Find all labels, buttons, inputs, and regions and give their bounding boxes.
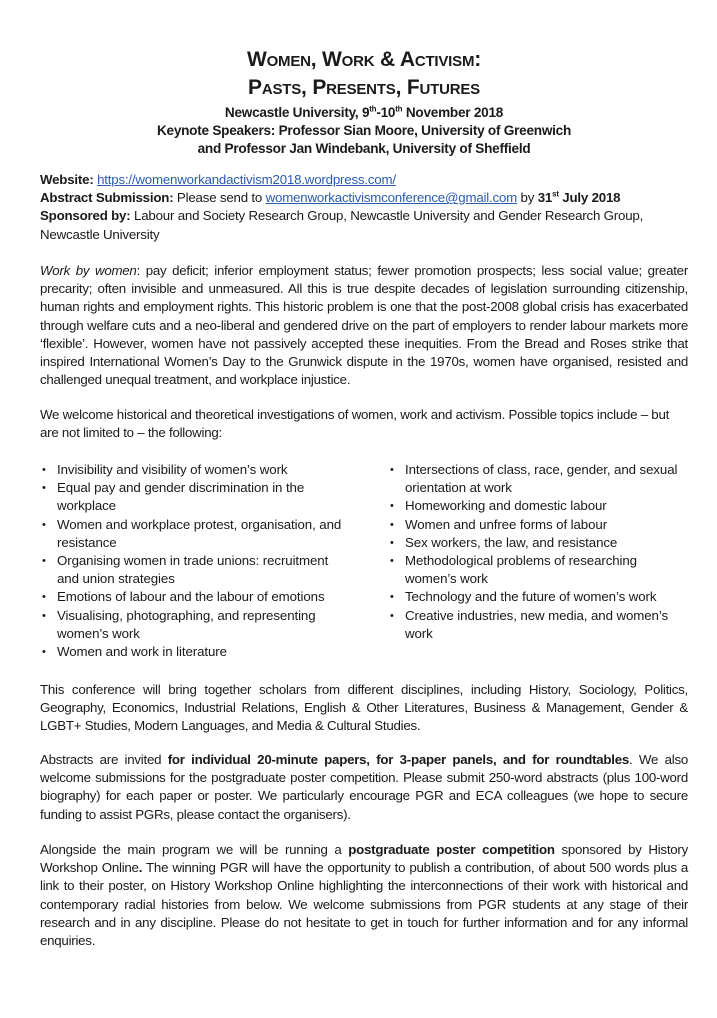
bullet-icon: •: [390, 500, 394, 513]
intro-italic-lead: Work by women: [40, 263, 137, 278]
keynote-line-1: Keynote Speakers: Professor Sian Moore, University of Greenwich: [156, 123, 572, 138]
venue-suffix: November 2018: [402, 105, 504, 120]
poster-mid: sponsored by History Workshop Online: [40, 842, 688, 876]
bullet-icon: •: [390, 464, 394, 476]
topic-text: Sex workers, the law, and resistance: [405, 534, 618, 550]
bullet-icon: •: [42, 482, 46, 495]
poster-paragraph: [40, 841, 688, 950]
venue-mid: -10: [376, 105, 396, 120]
abstracts-bold: for individual 20-minute papers, for 3-paper panels, and for roundtables: [167, 752, 630, 767]
abstracts-paragraph: [40, 751, 688, 824]
topic-text: Creative industries, new media, and women’s work: [405, 607, 669, 641]
title-line-2: Pasts, Presents, Futures: [248, 76, 480, 99]
sponsor-row: [40, 207, 688, 243]
topic-text: Women and unfree forms of labour: [405, 516, 608, 532]
venue-prefix: Newcastle University, 9: [224, 105, 370, 120]
intro-paragraph: [40, 262, 688, 389]
topic-text: Visualising, photographing, and representing women’s work: [57, 607, 316, 641]
topic-text: Organising women in trade unions: recruitment and union strategies: [57, 553, 329, 587]
bullet-icon: •: [390, 591, 394, 604]
poster-period: .: [138, 860, 143, 876]
topics-list-left: [42, 461, 352, 661]
poster-bold: postgraduate poster competition: [348, 842, 555, 857]
topic-item: [42, 461, 352, 479]
website-row: [40, 171, 688, 189]
abstracts-lead: Abstracts are invited: [40, 752, 168, 767]
title-line-1: Women, Work & Activism:: [246, 48, 482, 71]
sponsor-text: Labour and Society Research Group, Newcastle University and Gender Research Group, Newcastle University: [40, 208, 644, 242]
abstract-submission-row: [40, 189, 688, 207]
topic-text: Women and workplace protest, organisation, and resistance: [57, 516, 342, 550]
topic-text: Technology and the future of women’s work: [405, 589, 657, 605]
abstract-text: Please send to: [173, 190, 266, 206]
deadline-day: 31: [537, 190, 553, 206]
topics-list-right: [390, 461, 690, 643]
topic-item: [42, 607, 352, 643]
intro-text: : pay deficit; inferior employment status; fewer promotion prospects; less social value; greater precarity; often invisible and unmeasured. All this is true despite decades of legislation surrounding citizenship, human rights and employment rights. This historic problem is one that the post-2008 global crisis has exacerbated through welfare cuts and a neo-liberal and gendered drive on the part of employers to render labour markets more ‘flexible’. However, women have not passively accepted these inequities. From the Bread and Roses strike that inspired International Women’s Day to the Grunwick dispute in the 1970s, women have organised, resisted and challenged unequal treatment, and workplace injustice.: [40, 263, 688, 388]
bullet-icon: •: [42, 646, 46, 659]
sponsor-label: Sponsored by:: [40, 208, 131, 224]
bullet-icon: •: [42, 464, 46, 476]
topic-item: [390, 461, 690, 497]
venue-sup-1: th: [369, 104, 377, 114]
bullet-icon: •: [390, 536, 394, 549]
bullet-icon: •: [42, 555, 46, 568]
keynote-line-2: and Professor Jan Windebank, University of Sheffield: [197, 141, 531, 156]
topic-item: [42, 643, 352, 661]
bullet-icon: •: [390, 609, 394, 622]
bullet-icon: •: [390, 555, 394, 568]
bullet-icon: •: [42, 591, 46, 604]
poster-lead: Alongside the main program we will be running a: [40, 842, 349, 857]
topic-item: [390, 497, 690, 515]
abstract-email-link[interactable]: womenworkactivismconference@gmail.com: [265, 190, 518, 206]
topic-item: [42, 552, 352, 588]
topic-item: [390, 552, 690, 588]
topic-item: [390, 607, 690, 643]
website-label: Website:: [40, 172, 94, 187]
poster-rest: The winning PGR will have the opportunity to publish a contribution, of about 500 words plus a link to their poster, on History Workshop Online highlighting the interconnections of their work with historical and contemporary radial histories from below. We welcome submissions from PGR students at any stage of their research and in any discipline. Please do not hesitate to get in touch for further information and for any informal enquiries.: [40, 860, 689, 949]
topic-text: Invisibility and visibility of women’s work: [57, 462, 288, 477]
bullet-icon: •: [42, 518, 46, 531]
topic-text: Equal pay and gender discrimination in the workplace: [57, 480, 305, 514]
abstract-label: Abstract Submission:: [40, 190, 174, 206]
topic-item: [390, 588, 690, 606]
topic-text: Methodological problems of researching women’s work: [405, 553, 637, 587]
deadline-sup: st: [552, 189, 559, 199]
topic-text: Women and work in literature: [57, 644, 227, 660]
abstracts-rest: . We also welcome submissions for the postgraduate poster competition. Please submit 250-word abstracts (plus 100-word biography) for each paper or poster. We particularly encourage PGR and ECA colleagues (we hope to secure funding to assist PGRs, please contact the organisers).: [40, 752, 688, 822]
venue-sup-2: th: [395, 104, 403, 114]
topic-item: [390, 516, 690, 534]
topic-item: [390, 534, 690, 552]
deadline-rest: July 2018: [558, 190, 621, 206]
topic-item: [42, 516, 352, 552]
topic-text: Homeworking and domestic labour: [405, 498, 607, 514]
deadline: [538, 190, 621, 205]
topic-item: [42, 479, 352, 515]
conference-info: [40, 171, 688, 244]
topics-intro: We welcome historical and theoretical investigations of women, work and activism. Possible topics include – but are not limited to – the following:: [40, 407, 670, 441]
bullet-icon: •: [42, 609, 46, 622]
website-link[interactable]: https://womenworkandactivism2018.wordpress.com/: [97, 172, 396, 187]
abstract-by: by: [517, 190, 538, 206]
topic-text: Emotions of labour and the labour of emotions: [57, 589, 325, 605]
disciplines-paragraph: This conference will bring together scholars from different disciplines, including History, Sociology, Politics, Geography, Economics, Industrial Relations, English & Other Literatures, Business & Management, Gender & LGBT+ Studies, Modern Languages, and Media & Cultural Studies.: [40, 682, 688, 734]
topic-item: [42, 588, 352, 606]
topic-text: Intersections of class, race, gender, and sexual orientation at work: [405, 462, 678, 496]
venue-dates: [40, 104, 688, 122]
bullet-icon: •: [390, 518, 394, 531]
